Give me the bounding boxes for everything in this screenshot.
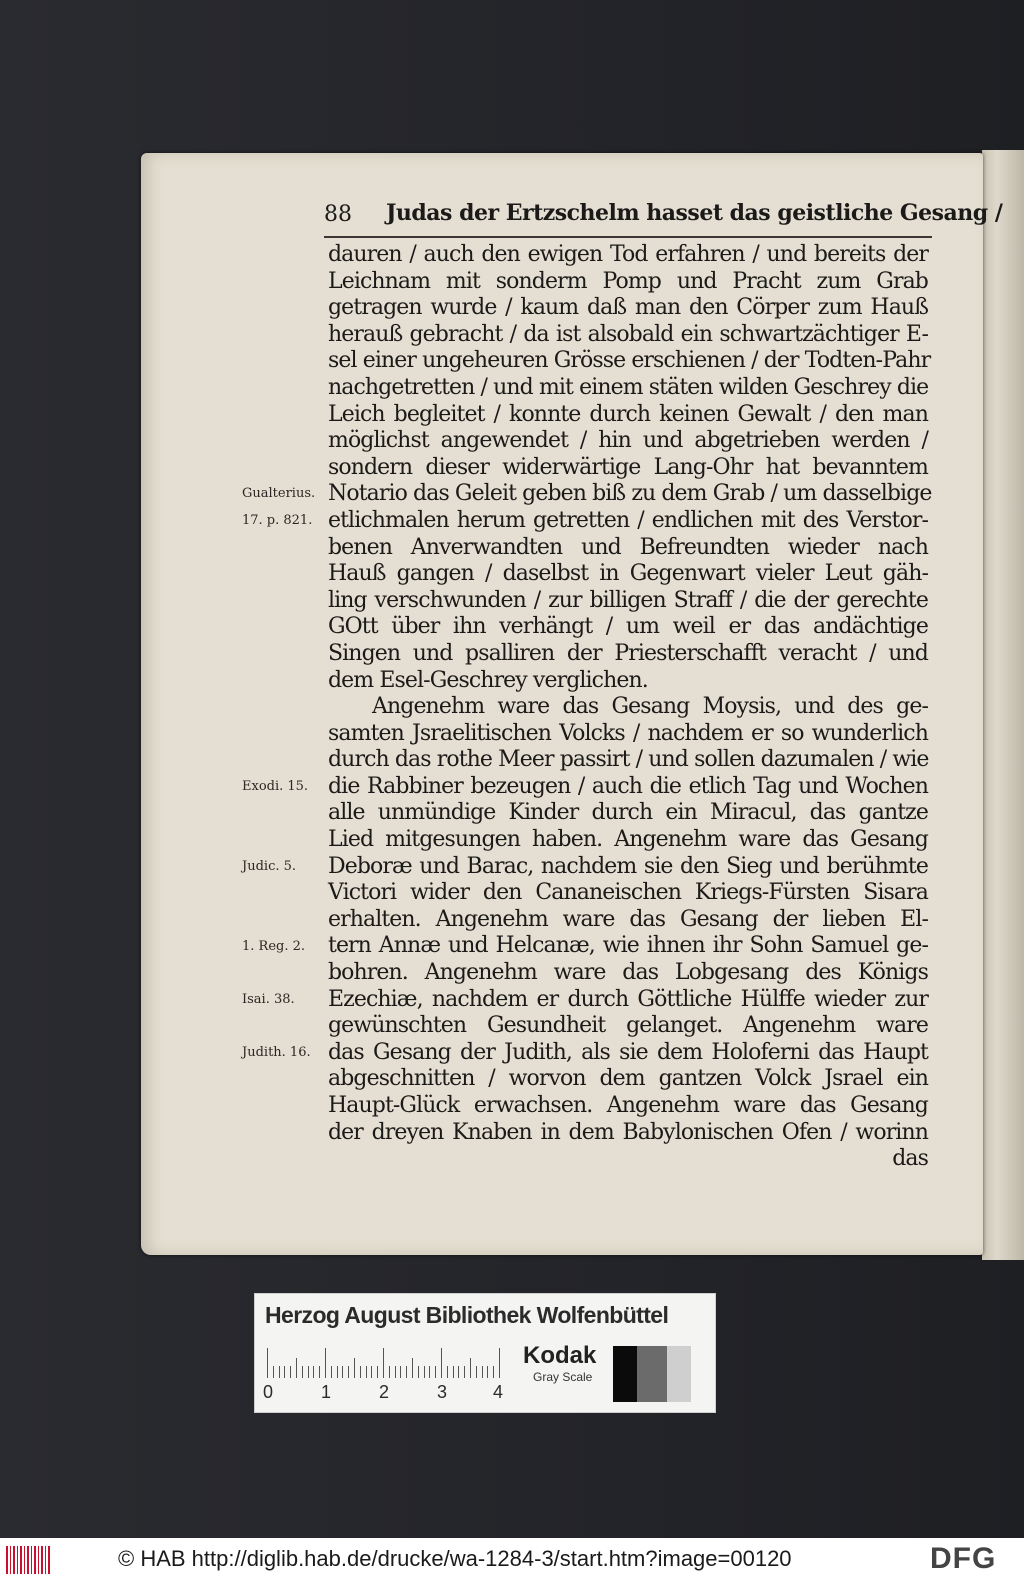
ruler-tick [400,1366,401,1378]
gray-patch-mid [637,1346,667,1402]
text-line: Ezechiæ, nachdem er durch Göttliche Hülffe wieder zur [328,986,928,1012]
text-line: Lied mitgesungen haben. Angenehm ware das Gesang [328,827,928,853]
text-line: dauren / auch den ewigen Tod erfahren / und bereits der [328,242,928,267]
ruler-tick [354,1358,355,1378]
footer-bar [0,1538,1024,1582]
text-line: der dreyen Knaben in dem Babylonischen Ofen / worinn [328,1119,928,1145]
text-line: Haupt-Glück erwachsen. Angenehm ware das Gesang [328,1093,928,1118]
ruler-tick [458,1366,459,1378]
text-line: samten Jsraelitischen Volcks / nachdem er so wunderlich [328,720,928,746]
text-line: das Gesang der Judith, als sie dem Holoferni das Haupt [328,1039,928,1065]
text-line: ling verschwunden / zur billigen Straff / die der gerechte [328,587,928,613]
text-line: erhalten. Angenehm ware das Gesang der lieben El- [328,906,928,932]
ruler-label: 0 [263,1382,274,1402]
margin-citation: Judic. 5. [242,858,297,874]
text-line: alle unmündige Kinder durch ein Miracul, das gantze [328,800,928,826]
gray-scale-label: Gray Scale [533,1370,593,1384]
ruler-tick [290,1366,291,1378]
ruler-tick [284,1366,285,1378]
facing-page-edge [982,150,1024,1260]
margin-citation: 1. Reg. 2. [242,938,306,954]
text-line: Angenehm ware das Gesang Moysis, und des ge- [372,694,928,720]
kodak-brand: Kodak [523,1342,597,1369]
ruler-tick [383,1348,384,1378]
ruler-tick [313,1366,314,1378]
ruler-tick [267,1348,268,1378]
page-number: 88 [324,202,352,227]
dfg-logo: DFG [930,1542,997,1575]
margin-citation: 17. p. 821. [242,513,313,528]
ruler-tick [348,1366,349,1378]
ruler-tick [429,1366,430,1378]
margin-citation: Gualterius. [242,486,316,502]
ruler-tick [464,1366,465,1378]
ruler-tick [406,1366,407,1378]
text-line: sel einer ungeheuren Grösse erschienen / der Todten-Pahr [328,348,931,374]
text-line: Deboræ und Barac, nachdem sie den Sieg und berühmte [328,853,928,879]
ruler-tick [279,1366,280,1378]
ruler-tick [302,1366,303,1378]
ruler-tick [435,1366,436,1378]
running-head: Judas der Ertzschelm hasset das geistliche Gesang / [386,200,1003,226]
ruler-tick [395,1366,396,1378]
ruler-tick [337,1366,338,1378]
ruler-tick [342,1366,343,1378]
ruler-scale [267,1344,503,1378]
text-line: Leichnam mit sonderm Pomp und Pracht zum Grab [328,268,928,294]
ruler-tick [418,1366,419,1378]
ruler-label: 4 [493,1382,504,1402]
text-line: bohren. Angenehm ware das Lobgesang des Königs [328,960,928,986]
margin-citation: Judith. 16. [242,1045,311,1060]
ruler-tick [453,1366,454,1378]
ruler-tick [487,1366,488,1378]
color-target-card [254,1293,716,1413]
ruler-tick [296,1358,297,1378]
text-line: Victori wider den Cananeischen Kriegs-Fürsten Sisara [328,880,928,906]
text-line: gewünschten Gesundheit gelanget. Angenehm ware [328,1013,928,1039]
ruler-tick [325,1348,326,1378]
barcode-icon [6,1546,50,1574]
ruler-tick [389,1366,390,1378]
ruler-tick [493,1366,494,1378]
text-line: möglichst angewendet / hin und abgetrieben werden / [328,428,928,454]
ruler-tick [331,1366,332,1378]
text-line: herauß gebracht / da ist alsobald ein schwartzächtiger E- [328,321,928,347]
text-line: Hauß gangen / daselbst in Gegenwart vieler Leut gäh- [328,561,928,587]
ruler-tick [360,1366,361,1378]
text-line: durch das rothe Meer passirt / und sollen dazumalen / wie [328,747,929,773]
text-line: Leich begleitet / konnte durch keinen Gewalt / den man [328,401,928,427]
text-line: etlichmalen herum getretten / endlichen mit des Verstor- [328,507,928,533]
text-line: Singen und psalliren der Priesterschafft veracht / und [328,640,928,666]
text-line: GOtt über ihn verhängt / um weil er das andächtige [328,614,928,640]
ruler-tick [412,1358,413,1378]
margin-citation: Isai. 38. [242,991,295,1007]
ruler-tick [371,1366,372,1378]
ruler-tick [273,1366,274,1378]
gray-patch-black [613,1346,637,1402]
page-header [324,196,1003,238]
ruler-tick [482,1366,483,1378]
text-line: benen Anverwandten und Befreundten wieder nach [328,534,928,560]
ruler-tick [308,1366,309,1378]
gray-patch-light [667,1346,691,1402]
text-line: getragen wurde / kaum daß man den Cörper zum Hauß [328,295,928,321]
body-text [328,242,932,1173]
text-line: sondern dieser widerwärtige Lang-Ohr hat bevanntem [328,454,928,480]
ruler-tick [447,1366,448,1378]
text-line: nachgetretten / und mit einem stäten wilden Geschrey die [328,374,929,400]
text-line: Notario das Geleit geben biß zu dem Grab / um dasselbige [328,481,932,507]
ruler-tick [377,1366,378,1378]
ruler-label: 2 [379,1382,390,1402]
ruler-tick [366,1366,367,1378]
text-line: abgeschnitten / worvon dem gantzen Volck Jsrael ein [328,1066,928,1092]
text-line: dem Esel-Geschrey verglichen. [328,667,648,693]
catchword: das [892,1146,928,1172]
ruler-tick [424,1366,425,1378]
ruler-tick [441,1348,442,1378]
ruler-label: 3 [437,1382,448,1402]
ruler-tick [470,1358,471,1378]
text-line: tern Annæ und Helcanæ, wie ihnen ihr Sohn Samuel ge- [328,933,928,959]
target-title: Herzog August Bibliothek Wolfenbüttel [265,1302,669,1328]
ruler-tick [319,1366,320,1378]
footer-citation[interactable]: © HAB http://diglib.hab.de/drucke/wa-1284-3/start.htm?image=00120 [118,1546,792,1571]
ruler-tick [499,1348,500,1378]
text-line: die Rabbiner bezeugen / auch die etlich Tag und Wochen [328,773,928,799]
margin-citation: Exodi. 15. [242,779,309,794]
ruler-label: 1 [321,1382,332,1402]
ruler-tick [476,1366,477,1378]
